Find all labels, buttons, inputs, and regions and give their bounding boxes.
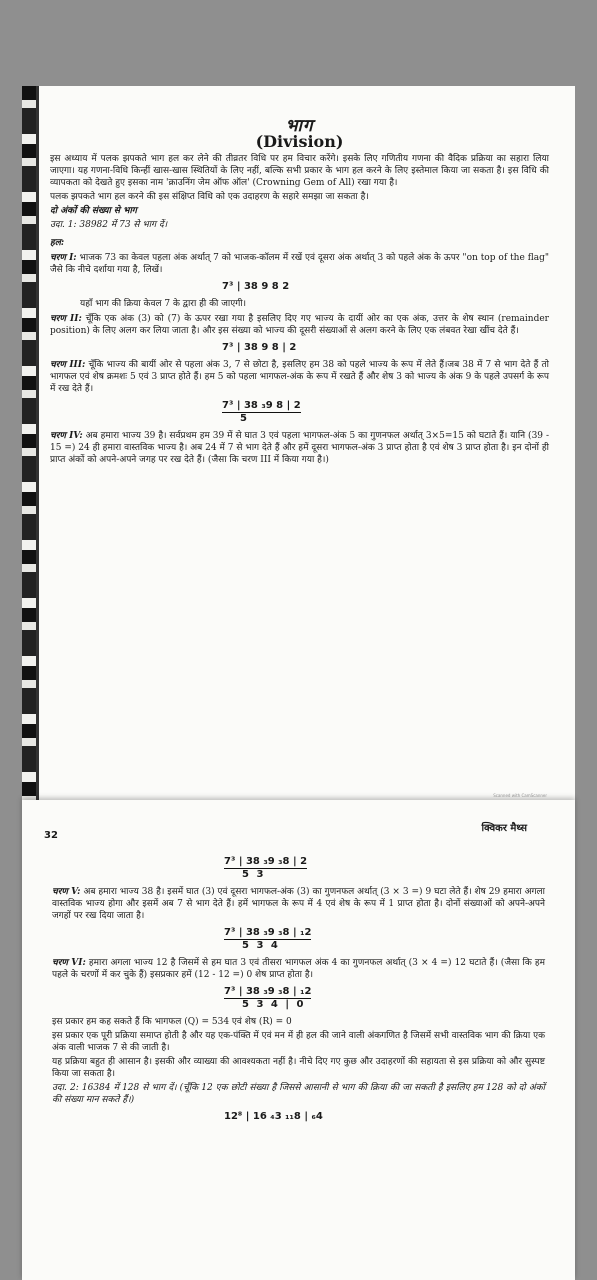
example-1-statement: उदा. 1: 38982 में 73 से भाग दें। xyxy=(50,220,168,230)
division-layout-6 xyxy=(224,986,545,1011)
division-layout-5-top: 7³ | 38 ₃9 ₃8 | ₁2 xyxy=(224,927,312,938)
document-page-2 xyxy=(22,800,575,1280)
step-5-body: अब हमारा भाज्य 38 है। इसमें घात (3) एवं दूसरा भागफल-अंक (3) का गुणनफल अर्थात् (3 × 3 =) 9 घटा लेते हैं। शेष 29 हमारा अगला वास्तविक भाज्य होगा और इसमें अब 7 से भाग देते हैं। हमें भागफल के रूप में 4 एवं शेष के रूप में 1 प्राप्त होता है। दोनों संख्याओं को अपने-अपने जगहों पर रख दिया जाता है। xyxy=(52,887,545,921)
section-heading: दो अंकों की संख्या से भाग xyxy=(50,206,137,216)
intro-paragraph-1: इस अध्याय में पलक झपकते भाग हल कर लेने की तीव्रतर विधि पर हम विचार करेंगे। इसके लिए गणितीय गणना की वैदिक प्रक्रिया का सहारा लिया जाएगा। यह गणना-विधि किन्हीं खास-खास स्थितियों के लिए नहीं, बल्कि सभी प्रकार के भाग हल करने के लिए इस्तेमाल किया जा सकता है। इस विधि की व्यापकता को देखते हुए इसका नाम 'क्राउनिंग जेम ऑफ ऑल' (Crowning Gem of All) रखा गया है। xyxy=(50,154,549,188)
division-layout-7 xyxy=(224,1111,545,1123)
division-layout-1-row: 7³ | 38 9 8 2 xyxy=(222,281,290,292)
step-6-label: चरण VI: xyxy=(52,958,86,968)
document-page-1 xyxy=(22,86,575,806)
step-3-label: चरण III: xyxy=(50,360,86,370)
example-2-statement: उदा. 2: 16384 में 128 से भाग दें। (चूँकि 12 एक छोटी संख्या है जिससे आसानी से भाग की क्रिया की जा सकती है इसलिए हम 128 को दो अंकों की संख्या मान सकते हैं।) xyxy=(52,1083,545,1105)
conclusion-paragraph-1: इस प्रकार हम कह सकते हैं कि भागफल (Q) = 534 एवं शेष (R) = 0 xyxy=(52,1017,292,1027)
step-2-text xyxy=(50,313,549,337)
division-layout-4-quotient: 5 3 xyxy=(242,869,266,880)
page-number: 32 xyxy=(44,830,58,841)
division-layout-3-quotient: 5 xyxy=(240,413,249,424)
page-binding-line xyxy=(36,86,39,806)
chapter-title-hindi: भाग xyxy=(285,116,314,136)
division-layout-3-top: 7³ | 38 ₃9 8 | 2 xyxy=(222,400,301,411)
solution-label: हल: xyxy=(50,238,65,248)
division-layout-5 xyxy=(224,927,545,952)
step-3-text xyxy=(50,359,549,395)
page-1-content xyxy=(50,86,549,468)
division-layout-3 xyxy=(222,400,549,425)
step-1-label: चरण I: xyxy=(50,253,77,263)
division-layout-4-top: 7³ | 38 ₃9 ₃8 | 2 xyxy=(224,856,308,867)
step-4-body: अब हमारा भाज्य 39 है। सर्वप्रथम हम 39 में से घात 3 एवं पहला भागफल-अंक 5 का गुणनफल अर्थात् 3×5=15 को घटाते हैं। यानि (39 - 15 =) 24 ही हमारा वास्तविक भाज्य है। अब 24 में 7 से भाग देते हैं और हमें दूसरा भागफल-अंक 3 प्राप्त होता है एवं शेष 3 प्राप्त होता है। इन दोनों ही प्राप्त अंकों को अपने-अपने जगह पर रख देते हैं। (जैसा कि चरण III में किया गया है।) xyxy=(50,431,549,465)
step-6-body: हमारा अगला भाज्य 12 है जिसमें से हम घात 3 एवं तीसरा भागफल अंक 4 का गुणनफल अर्थात् (3 × 4 =) 12 घटाते हैं। (जैसा कि हम पहले के चरणों में कर चुके हैं) इसप्रकार हमें (12 - 12 =) 0 शेष प्राप्त होता है। xyxy=(52,958,545,980)
division-layout-4 xyxy=(224,856,545,881)
division-layout-6-quotient: 5 3 4 | 0 xyxy=(242,999,306,1010)
step-5-label: चरण V: xyxy=(52,887,81,897)
step-1-text xyxy=(50,252,549,276)
conclusion-paragraph-2: इस प्रकार एक पूरी प्रक्रिया समाप्त होती है और यह एक-पंक्ति में एवं मन में ही हल की जाने वाली अंकगणित है जिसमें सभी वास्तविक भाग की क्रिया एक अंक वाली भाजक 7 से की जाती है। xyxy=(52,1031,545,1053)
step-1-note: यहाँ भाग की क्रिया केवल 7 के द्वारा ही की जाएगी। xyxy=(80,299,247,309)
step-4-text xyxy=(50,430,549,466)
intro-paragraph-2: पलक झपकते भाग हल करने की इस संक्षिप्त विधि को एक उदाहरण के सहारे समझा जा सकता है। xyxy=(50,192,369,202)
step-4-label: चरण IV: xyxy=(50,431,83,441)
division-layout-2 xyxy=(222,342,549,354)
division-layout-2-row: 7³ | 38 9 8 | 2 xyxy=(222,342,297,353)
page-binding-edge xyxy=(22,86,36,806)
division-layout-6-top: 7³ | 38 ₃9 ₃8 | ₁2 xyxy=(224,986,312,997)
scanner-watermark: Scanned with CamScanner xyxy=(493,793,547,798)
page-header-brand: क्विकर मैथ्स xyxy=(481,823,527,834)
division-layout-5-quotient: 5 3 4 xyxy=(242,940,280,951)
step-5-text xyxy=(52,886,545,922)
step-3-body: चूँकि भाज्य की बायीं ओर से पहला अंक 3, 7 से छोटा है, इसलिए हम 38 को पहले भाज्य के रूप में लेते हैं।जब 38 में 7 से भाग देते हैं तो भागफल एवं शेष क्रमशः 5 एवं 3 प्राप्त होते हैं। हम 5 को पहला भागफल-अंक के रूप में रखते हैं और शेष 3 को भाज्य के अंक 9 के पहले उपसर्ग के रूप में रख देते हैं। xyxy=(50,360,549,394)
step-2-label: चरण II: xyxy=(50,314,82,324)
division-layout-7-top: 12⁸ | 16 ₄3 ₁₁8 | ₆4 xyxy=(224,1111,323,1122)
chapter-title-english: (Division) xyxy=(255,132,344,151)
division-layout-1 xyxy=(222,281,549,293)
step-1-body: भाजक 73 का केवल पहला अंक अर्थात् 7 को भाजक-कॉलम में रखें एवं दूसरा अंक अर्थात् 3 को पहले अंक के ऊपर "on top of the flag" जैसे कि नीचे दर्शाया गया है, लिखें। xyxy=(50,253,549,275)
conclusion-paragraph-3: यह प्रक्रिया बहुत ही आसान है। इसकी और व्याख्या की आवश्यकता नहीं है। नीचे दिए गए कुछ और उदाहरणों की सहायता से इस प्रक्रिया को और सुस्पष्ट किया जा सकता है। xyxy=(52,1057,545,1079)
step-6-text xyxy=(52,957,545,981)
page-2-content xyxy=(52,856,545,1128)
step-2-body: चूँकि एक अंक (3) को (7) के ऊपर रखा गया है इसलिए दिए गए भाज्य के दायीं ओर का एक अंक, उत्तर के शेष स्थान (remainder position) के लिए अलग कर लिया जाता है। और इस संख्या को भाज्य की दूसरी संख्याओं से अलग करने के लिए एक लंबवत रेखा खींच देते हैं। xyxy=(50,314,549,336)
